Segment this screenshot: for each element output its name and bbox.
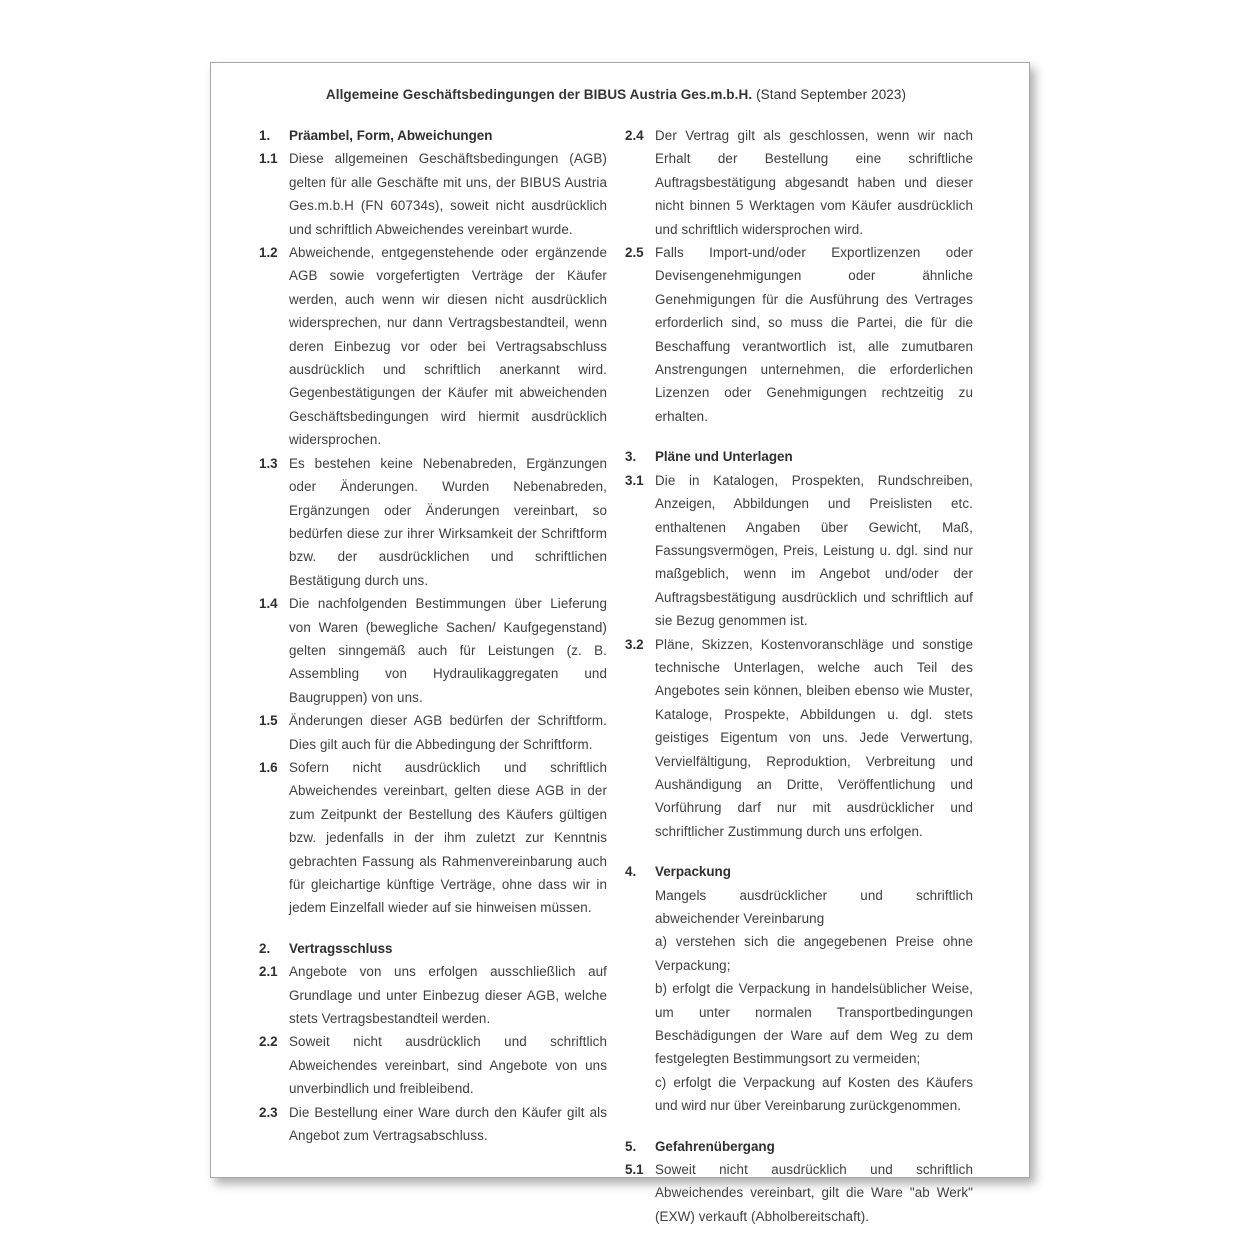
section (259, 124, 607, 920)
clause (625, 1071, 973, 1118)
clause-number: 1.5 (259, 713, 278, 729)
clause-text: a) verstehen sich die angegebenen Preise ohne Verpackung; (655, 934, 973, 973)
clause-number: 2.2 (259, 1034, 278, 1050)
clause-number: 1.4 (259, 596, 278, 612)
right-column (625, 124, 973, 1228)
document-title-date: (Stand September 2023) (752, 87, 907, 102)
clause-number: 5.1 (625, 1162, 644, 1178)
clause (625, 469, 973, 633)
clause-text: c) erfolgt die Verpackung auf Kosten des Käufers und wird nur über Vereinbarung zurückgenommen. (655, 1074, 973, 1114)
section-title: Verpackung (655, 864, 731, 880)
clause-text: Die Bestellung einer Ware durch den Käufer gilt als Angebot zum Vertragsabschluss. (289, 1104, 607, 1144)
clause-text: Abweichende, entgegenstehende oder ergänzende AGB sowie vorgefertigten Verträge der Käufer werden, auch wenn wir diesen nicht ausdrücklich widersprechen, nur dann Vertragsbestandteil, wenn deren Einbezug vor oder bei Vertragsabschluss ausdrücklich und schriftlich anerkannt wird. Gegenbestätigungen der Käufer mit abweichenden Geschäftsbedingungen wird hiermit ausdrücklich widersprochen. (289, 245, 607, 448)
clause (259, 960, 607, 1030)
section-number: 1. (259, 128, 271, 143)
section (259, 937, 607, 1148)
clause-text: Mangels ausdrücklicher und schriftlich abweichender Vereinbarung (655, 887, 973, 926)
clause-text: Falls Import-und/oder Exportlizenzen oder Devisengenehmigungen oder ähnliche Genehmigungen für die Ausführung des Vertrages erforderlich sind, so muss die Partei, die für die Beschaffung verantwortlich ist, alle zumutbaren Anstrengungen unternehmen, die erforderlichen Lizenzen oder Genehmigungen rechtzeitig zu erhalten. (655, 245, 973, 424)
section-heading (625, 860, 973, 883)
clause (625, 633, 973, 844)
clause (625, 977, 973, 1071)
clause (625, 124, 973, 241)
clause (259, 592, 607, 709)
document-page (210, 62, 1030, 1224)
clause-text: Die in Katalogen, Prospekten, Rundschreiben, Anzeigen, Abbildungen und Preislisten etc. enthaltenen Angaben über Gewicht, Maß, Fassungsvermögen, Preis, Leistung u. dgl. sind nur maßgeblich, wenn im Angebot und/oder der Auftragsbestätigung ausdrücklich und schriftlich auf sie Bezug genommen ist. (655, 472, 973, 629)
clause-number: 3.2 (625, 636, 644, 652)
left-column (259, 124, 607, 1228)
clause-number: 2.5 (625, 245, 644, 261)
clause (259, 452, 607, 592)
clause-text: Diese allgemeinen Geschäftsbedingungen (AGB) gelten für alle Geschäfte mit uns, der BIBUS Austria Ges.m.b.H (FN 60734s), soweit nicht ausdrücklich und schriftlich Abweichendes vereinbart wurde. (289, 151, 607, 237)
section-heading (259, 124, 607, 147)
section-number: 3. (625, 449, 637, 465)
clause-text: Sofern nicht ausdrücklich und schriftlich Abweichendes vereinbart, gelten diese AGB in der zum Zeitpunkt der Bestellung des Käufers gültigen bzw. jedenfalls in der ihm zuletzt zur Kenntnis gebrachten Fassung als Rahmenvereinbarung auch für gleichartige künftige Verträge, ohne dass wir in jedem Einzelfall wieder auf sie hinweisen müssen. (289, 759, 607, 916)
section (625, 1135, 973, 1229)
clause-number: 1.2 (259, 245, 278, 261)
section-title: Vertragsschluss (289, 940, 393, 956)
section-number: 5. (625, 1138, 637, 1154)
clause-number: 2.4 (625, 128, 644, 143)
section-number: 4. (625, 864, 637, 880)
clause-text: Soweit nicht ausdrücklich und schriftlich Abweichendes vereinbart, sind Angebote von uns unverbindlich und freibleibend. (289, 1034, 607, 1097)
clause-text: Pläne, Skizzen, Kostenvoranschläge und sonstige technische Unterlagen, welche auch Teil des Angebotes sein können, bleiben ebenso wie Muster, Kataloge, Prospekte, Abbildungen u. dgl. stets geistiges Eigentum von uns. Jede Verwertung, Vervielfältigung, Reproduktion, Verbreitung und Aushändigung an Dritte, Veröffentlichung und Vorführung darf nur mit ausdrücklicher und schriftlicher Zustimmung durch uns erfolgen. (655, 636, 973, 839)
section-heading (625, 445, 973, 468)
clause-text: Es bestehen keine Nebenabreden, Ergänzungen oder Änderungen. Wurden Nebenabreden, Ergänzungen oder Änderungen vereinbart, so bedürfen diese zur ihrer Wirksamkeit der Schriftform bzw. der ausdrücklichen und schriftlichen Bestätigung durch uns. (289, 455, 607, 588)
clause (259, 241, 607, 452)
clause (259, 147, 607, 241)
clause-text: Soweit nicht ausdrücklich und schriftlich Abweichendes vereinbart, gilt die Ware "ab Werk" (EXW) verkauft (Abholbereitschaft). (655, 1162, 973, 1224)
section-title: Pläne und Unterlagen (655, 449, 793, 465)
clause-text: Angebote von uns erfolgen ausschließlich auf Grundlage und unter Einbezug dieser AGB, welche stets Vertragsbestandteil werden. (289, 964, 607, 1027)
clause (625, 884, 973, 931)
clause-number: 1.3 (259, 455, 278, 471)
clause (625, 1158, 973, 1228)
clause-number: 2.1 (259, 964, 278, 980)
clause (259, 756, 607, 920)
section-number: 2. (259, 940, 271, 956)
section-title: Gefahrenübergang (655, 1138, 775, 1154)
document-title (259, 87, 973, 102)
section-title: Präambel, Form, Abweichungen (289, 128, 493, 143)
clause-text: Der Vertrag gilt als geschlossen, wenn wir nach Erhalt der Bestellung eine schriftliche Auftragsbestätigung abgesandt haben und dieser nicht binnen 5 Werktagen vom Käufer ausdrücklich und schriftlich widersprochen wird. (655, 128, 973, 237)
clause (259, 1101, 607, 1148)
clause (625, 241, 973, 428)
section (625, 445, 973, 843)
clause (259, 1030, 607, 1100)
section-heading (625, 1135, 973, 1158)
section (625, 124, 973, 428)
document-title-main: Allgemeine Geschäftsbedingungen der BIBUS Austria Ges.m.b.H. (325, 87, 753, 102)
clause (259, 709, 607, 756)
section (625, 860, 973, 1117)
clause-text: Die nachfolgenden Bestimmungen über Lieferung von Waren (bewegliche Sachen/ Kaufgegenstand) gelten sinngemäß auch für Leistungen (z. B. Assembling von Hydraulikaggregaten und Baugruppen) von uns. (289, 596, 607, 705)
clause (625, 930, 973, 977)
clause-number: 1.1 (259, 151, 278, 167)
clause-number: 3.1 (625, 472, 644, 488)
document-columns (259, 124, 973, 1228)
clause-number: 2.3 (259, 1104, 278, 1120)
clause-text: Änderungen dieser AGB bedürfen der Schriftform. Dies gilt auch für die Abbedingung der Schriftform. (289, 713, 607, 752)
clause-number: 1.6 (259, 759, 278, 775)
section-heading (259, 937, 607, 960)
clause-text: b) erfolgt die Verpackung in handelsüblicher Weise, um unter normalen Transportbedingungen Beschädigungen der Ware auf dem Weg zu dem festgelegten Bestimmungsort zu vermeiden; (655, 981, 973, 1067)
